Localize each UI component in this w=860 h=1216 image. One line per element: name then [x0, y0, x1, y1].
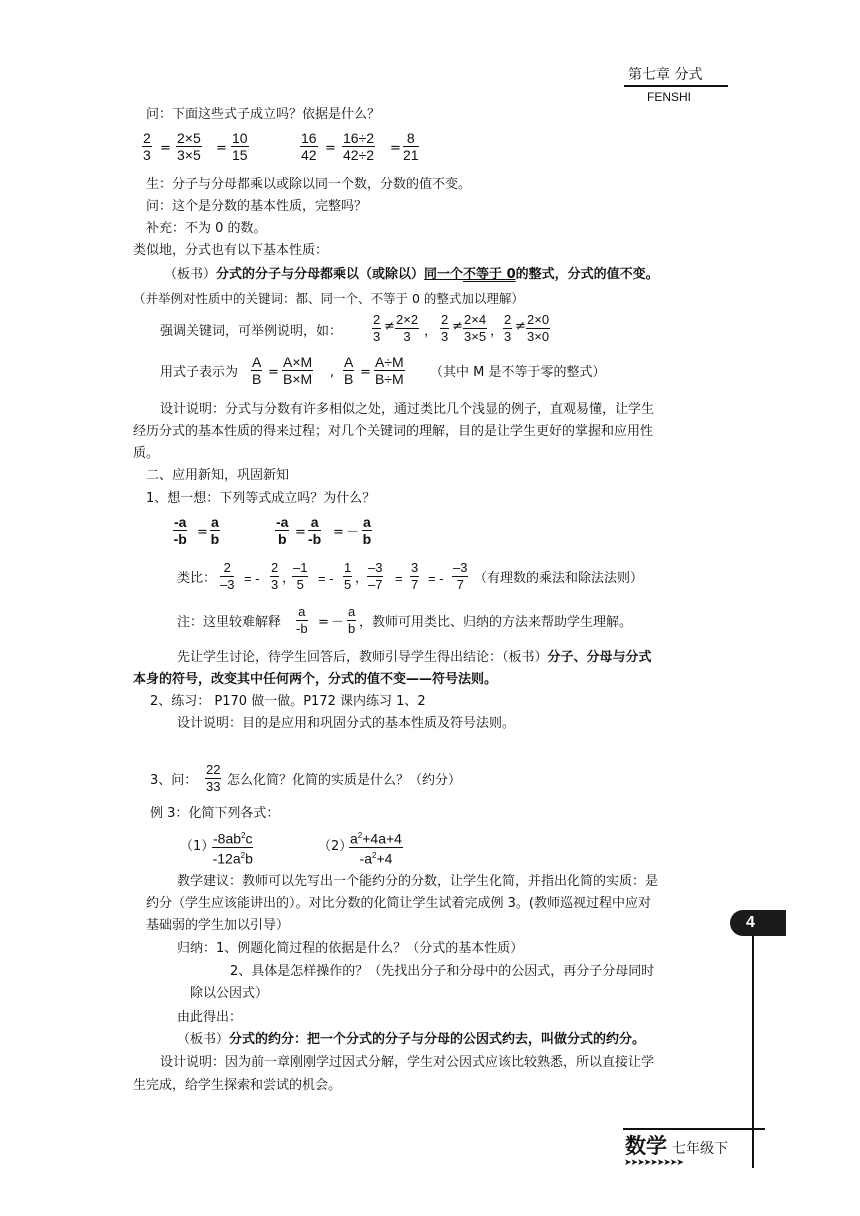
fraction: $\frac{2\times 0}{3\times 0}$	[527, 312, 550, 344]
equals-sign: = -	[244, 571, 260, 586]
text-line: 先让学生讨论，待学生回答后，教师引导学生得出结论：（板书）分子、分母与分式	[177, 650, 652, 665]
fraction: $\frac{8}{21}$	[403, 130, 419, 163]
text-line: 约分（学生应该能讲出的）。对比分数的化简让学生试着完成例 3。(教师巡视过程中应对	[146, 896, 651, 911]
comma: ,	[330, 365, 335, 380]
fraction: $\frac{2\times 4}{3\times 5}$	[464, 312, 487, 344]
keyword-note: （并举例对性质中的关键词：都、同一个、不等于 0 的整式加以理解）	[133, 291, 524, 306]
text-line: 教学建议：教师可以先写出一个能约分的分数，让学生化简，并指出化简的实质：是	[177, 874, 659, 889]
fraction: $\frac{22}{33}$	[206, 762, 221, 794]
question-line: 问：下面这些式子成立吗？依据是什么？	[146, 107, 381, 122]
equals-sign: =	[395, 571, 403, 586]
text-line: 类比：	[177, 571, 217, 586]
fraction: $\frac{A}{B}$	[252, 354, 262, 387]
comma: ，	[490, 324, 504, 339]
fraction: $\frac{2}{3}$	[143, 130, 151, 163]
not-equal-sign: ≠	[515, 319, 526, 334]
fraction: $\frac{a}{b}$	[210, 514, 220, 547]
equals-sign: =	[333, 525, 344, 540]
text-line: （有理数的乘法和除法法则）	[474, 571, 644, 586]
equals-sign: =	[390, 141, 401, 156]
fraction: $\frac{1}{5}$	[344, 560, 352, 592]
fraction: $\frac{-8ab^2c}{-12a^2b}$	[212, 828, 253, 866]
text-line: 强调关键词，可举例说明，如：	[160, 324, 343, 339]
student-answer: 生：分子与分母都乘以或除以同一个数，分数的值不变。	[146, 177, 472, 192]
design-note: 设计说明：因为前一章刚刚学过因式分解，学生对公因式应该比较熟悉，所以直接让学	[160, 1055, 655, 1070]
fraction: $\frac{a}{b}$	[362, 514, 372, 547]
margin-rule	[752, 936, 754, 1168]
question-line: 3、问：	[150, 773, 198, 788]
text-line: 用式子表示为	[160, 365, 239, 380]
example-label: （2）	[318, 839, 353, 854]
fraction: $\frac{A\div M}{B\div M}$	[375, 354, 404, 387]
question-line: 怎么化简？化简的实质是什么？（约分）	[227, 773, 462, 788]
text-line: 类似地，分式也有以下基本性质：	[133, 243, 329, 258]
design-note: 质。	[133, 446, 160, 461]
fraction: $\frac{a}{-b}$	[296, 604, 308, 636]
equals-sign: =	[318, 615, 329, 630]
fraction: $\frac{a^2+4a+4}{-a^2+4}$	[349, 828, 403, 866]
fraction: $\frac{2\times 2}{3}$	[396, 312, 419, 344]
not-equal-sign: ≠	[384, 319, 395, 334]
fraction: $\frac{-1}{5}$	[293, 560, 308, 592]
fraction: $\frac{3}{7}$	[411, 560, 419, 592]
design-note: 设计说明：目的是应用和巩固分式的基本性质及符号法则。	[177, 716, 516, 731]
text-line: ，教师可用类比、归纳的方法来帮助学生理解。	[359, 615, 633, 630]
fraction: $\frac{-3}{7}$	[453, 560, 468, 592]
text-line: 2、具体是怎样操作的？（先找出分子和分母中的公因式，再分子分母同时	[230, 964, 655, 979]
equals-sign: =	[160, 141, 171, 156]
equals-sign: =	[325, 141, 336, 156]
fraction: $\frac{a}{-b}$	[308, 514, 322, 547]
equals-sign: =	[216, 141, 227, 156]
equals-sign: = -	[428, 571, 444, 586]
supplement-line: 补充：不为 0 的数。	[146, 221, 267, 236]
fraction: $\frac{-a}{b}$	[276, 514, 289, 547]
fraction: $\frac{-3}{-7}$	[368, 560, 383, 592]
footer-rule	[623, 1128, 765, 1130]
equals-sign: =	[295, 525, 306, 540]
arrow-decoration: ➤➤➤➤➤➤➤➤➤	[624, 1158, 683, 1168]
fraction: $\frac{16\div 2}{42\div 2}$	[343, 130, 375, 163]
fraction: $\frac{2}{3}$	[373, 312, 381, 344]
chapter-title: 第七章 分式	[628, 67, 703, 83]
fraction: $\frac{A}{B}$	[344, 354, 354, 387]
fraction: $\frac{-a}{-b}$	[173, 514, 187, 547]
question-line: 问：这个是分数的基本性质，完整吗？	[146, 199, 368, 214]
design-note: 设计说明：分式与分数有许多相似之处，通过类比几个浅显的例子，直观易懂，让学生	[160, 402, 655, 417]
header-rule	[624, 85, 728, 87]
book-title: 数学	[625, 1134, 667, 1158]
fraction: $\frac{2}{3}$	[441, 312, 449, 344]
equals-sign: =	[360, 365, 371, 380]
equals-sign: =	[197, 525, 208, 540]
equals-sign: = -	[318, 571, 334, 586]
text-line: 除以公因式）	[190, 986, 269, 1001]
fraction: $\frac{10}{15}$	[232, 130, 248, 163]
book-grade: 七年级下	[672, 1141, 728, 1157]
board-note: （板书）分式的约分：把一个分式的分子与分母的公因式约去，叫做分式的约分。	[177, 1032, 646, 1047]
fraction: $\frac{a}{b}$	[348, 604, 356, 636]
text-line: 基础弱的学生加以引导）	[146, 918, 290, 933]
section-heading: 二、应用新知，巩固新知	[146, 468, 290, 483]
page-number-tab	[730, 910, 786, 936]
fraction: $\frac{A\times M}{B\times M}$	[283, 354, 313, 387]
comma: ，	[282, 571, 296, 586]
fraction: $\frac{2\times 5}{3\times 5}$	[177, 130, 201, 163]
equals-sign: =	[268, 365, 279, 380]
page-number: 4	[746, 914, 755, 931]
fraction: $\frac{16}{42}$	[301, 130, 317, 163]
minus-sign: －	[346, 525, 360, 540]
comma: ，	[355, 571, 369, 586]
fraction: $\frac{2}{-3}$	[220, 560, 235, 592]
text-line: （其中 M 是不等于零的整式）	[430, 365, 606, 380]
example-heading: 例 3：化简下列各式：	[150, 806, 280, 821]
example-label: （1）	[180, 839, 215, 854]
minus-sign: －	[331, 615, 345, 630]
text-line: 2、练习： P170 做一做。P172 课内练习 1、2	[150, 694, 426, 709]
text-line: 注：这里较难解释	[177, 615, 282, 630]
board-note: 本身的符号，改变其中任何两个，分式的值不变——符号法则。	[133, 672, 498, 687]
design-note: 生完成，给学生探索和尝试的机会。	[133, 1078, 342, 1093]
design-note: 经历分式的基本性质的得来过程；对几个关键词的理解，目的是让学生更好的掌握和应用性	[133, 424, 654, 439]
question-line: 1、想一想：下列等式成立吗？为什么？	[146, 491, 376, 506]
text-line: 归纳：1、例题化简过程的依据是什么？（分式的基本性质）	[177, 941, 524, 956]
not-equal-sign: ≠	[452, 319, 463, 334]
chapter-pinyin: FENSHI	[647, 90, 692, 104]
board-note: （板书）分式的分子与分母都乘以（或除以）同一个不等于 0的整式，分式的值不变。	[164, 267, 659, 282]
fraction: $\frac{2}{3}$	[504, 312, 512, 344]
text-line: 由此得出：	[177, 1010, 243, 1025]
comma: ，	[424, 324, 438, 339]
fraction: $\frac{2}{3}$	[271, 560, 279, 592]
